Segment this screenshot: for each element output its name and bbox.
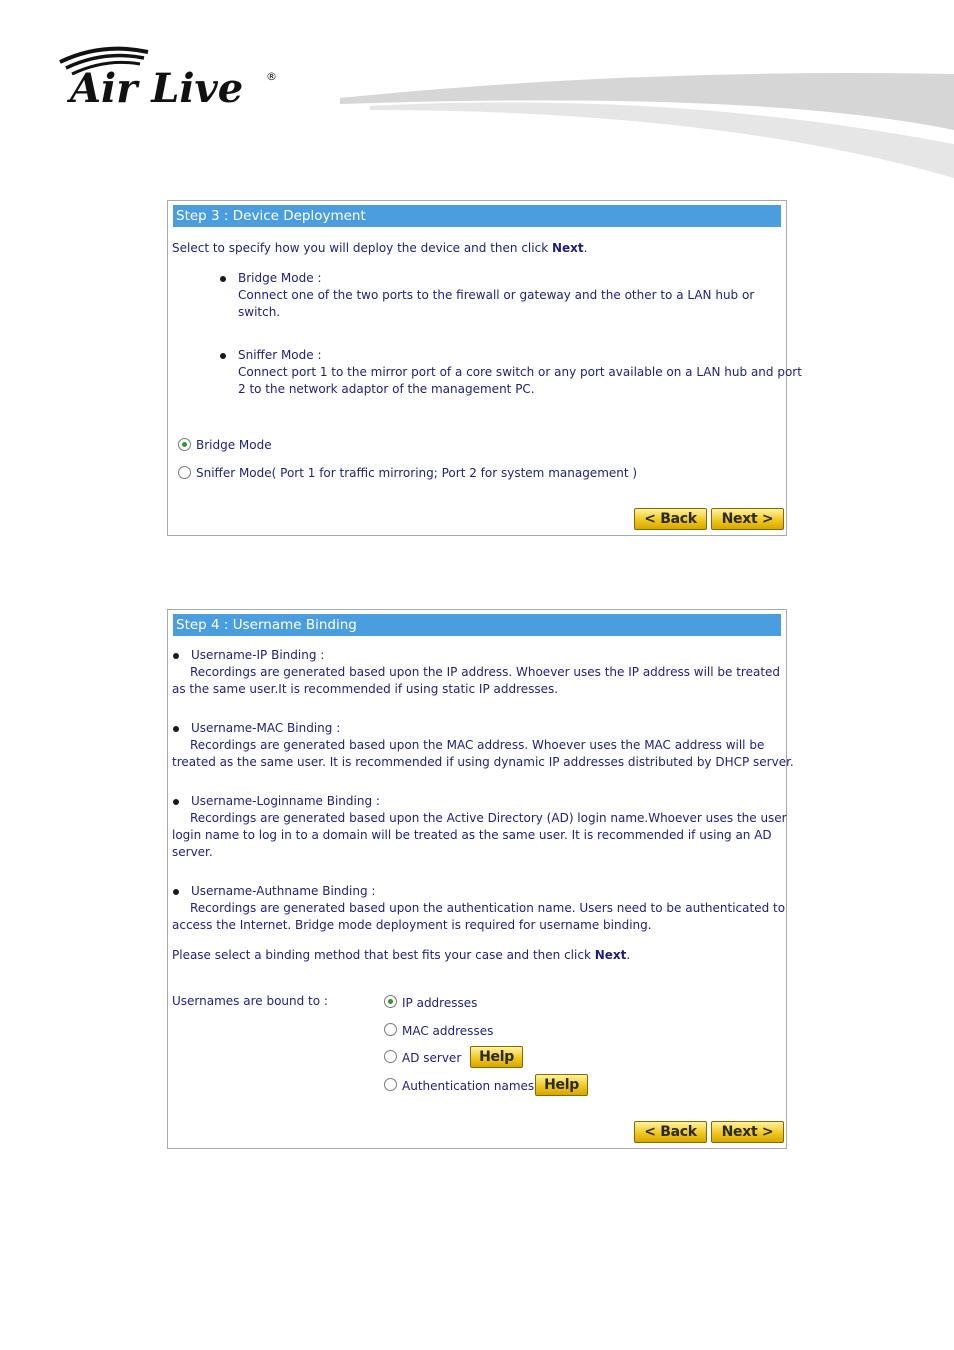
loginname-binding-desc-2: login name to log in to a domain will be treated as the same user. It is recommended if using an AD (172, 828, 772, 842)
bridge-mode-option-label: Bridge Mode (196, 438, 272, 452)
bullet-icon (173, 653, 179, 659)
airlive-logo (52, 38, 292, 118)
header-swoosh (340, 60, 954, 190)
authentication-names-label: Authentication names (402, 1079, 535, 1093)
step3-next-button[interactable]: Next > (711, 508, 784, 530)
ip-addresses-label: IP addresses (402, 996, 478, 1010)
sniffer-mode-desc-1: Connect port 1 to the mirror port of a core switch or any port available on a LAN hub and port (238, 365, 802, 379)
bullet-icon (220, 276, 226, 282)
step3-title: Step 3 : Device Deployment (173, 205, 781, 227)
ad-server-radio[interactable] (384, 1050, 397, 1063)
mac-addresses-radio[interactable] (384, 1023, 397, 1036)
bullet-icon (173, 889, 179, 895)
ip-binding-desc-1: Recordings are generated based upon the IP address. Whoever uses the IP address will be treated (190, 665, 781, 679)
ad-server-label: AD server (402, 1051, 462, 1065)
mac-binding-heading: Username-MAC Binding : (191, 721, 341, 735)
loginname-binding-desc-1: Recordings are generated based upon the Active Directory (AD) login name.Whoever uses the user (190, 811, 787, 825)
authname-binding-heading: Username-Authname Binding : (191, 884, 376, 898)
step4-prompt: Please select a binding method that best fits your case and then click Next. (172, 948, 631, 962)
step3-back-button[interactable]: < Back (634, 508, 707, 530)
sniffer-mode-desc-2: 2 to the network adaptor of the management PC. (238, 382, 535, 396)
mac-binding-desc-2: treated as the same user. It is recommended if using dynamic IP addresses distributed by DHCP server. (172, 755, 794, 769)
ip-binding-heading: Username-IP Binding : (191, 648, 325, 662)
bridge-mode-heading: Bridge Mode : (238, 271, 322, 285)
loginname-binding-desc-3: server. (172, 845, 213, 859)
bridge-mode-radio[interactable] (178, 438, 191, 451)
authentication-names-help-button[interactable]: Help (535, 1074, 588, 1096)
bullet-icon (173, 799, 179, 805)
bridge-mode-desc-2: switch. (238, 305, 281, 319)
device-deployment-panel (167, 200, 802, 536)
step4-title: Step 4 : Username Binding (173, 614, 781, 636)
bridge-mode-desc-1: Connect one of the two ports to the firewall or gateway and the other to a LAN hub or (238, 288, 755, 302)
authname-binding-desc-1: Recordings are generated based upon the authentication name. Users need to be authenticated to (190, 901, 786, 915)
step4-next-button[interactable]: Next > (711, 1121, 784, 1143)
authentication-names-radio[interactable] (384, 1078, 397, 1091)
loginname-binding-heading: Username-Loginname Binding : (191, 794, 380, 808)
step4-back-button[interactable]: < Back (634, 1121, 707, 1143)
mac-binding-desc-1: Recordings are generated based upon the MAC address. Whoever uses the MAC address will be (190, 738, 765, 752)
sniffer-mode-option-label: Sniffer Mode( Port 1 for traffic mirroring; Port 2 for system management ) (196, 466, 638, 480)
logo-text-air: Air Live (70, 65, 244, 112)
ip-binding-desc-2: as the same user.It is recommended if using static IP addresses. (172, 682, 559, 696)
bullet-icon (173, 726, 179, 732)
sniffer-mode-heading: Sniffer Mode : (238, 348, 322, 362)
authname-binding-desc-2: access the Internet. Bridge mode deployment is required for username binding. (172, 918, 652, 932)
bound-to-label: Usernames are bound to : (172, 994, 328, 1008)
sniffer-mode-radio[interactable] (178, 466, 191, 479)
bullet-icon (220, 353, 226, 359)
ad-server-help-button[interactable]: Help (470, 1046, 523, 1068)
ip-addresses-radio[interactable] (384, 995, 397, 1008)
mac-addresses-label: MAC addresses (402, 1024, 494, 1038)
logo-trademark: ® (266, 70, 277, 83)
step3-intro: Select to specify how you will deploy the device and then click Next. (172, 241, 588, 255)
username-binding-panel (167, 609, 794, 1149)
